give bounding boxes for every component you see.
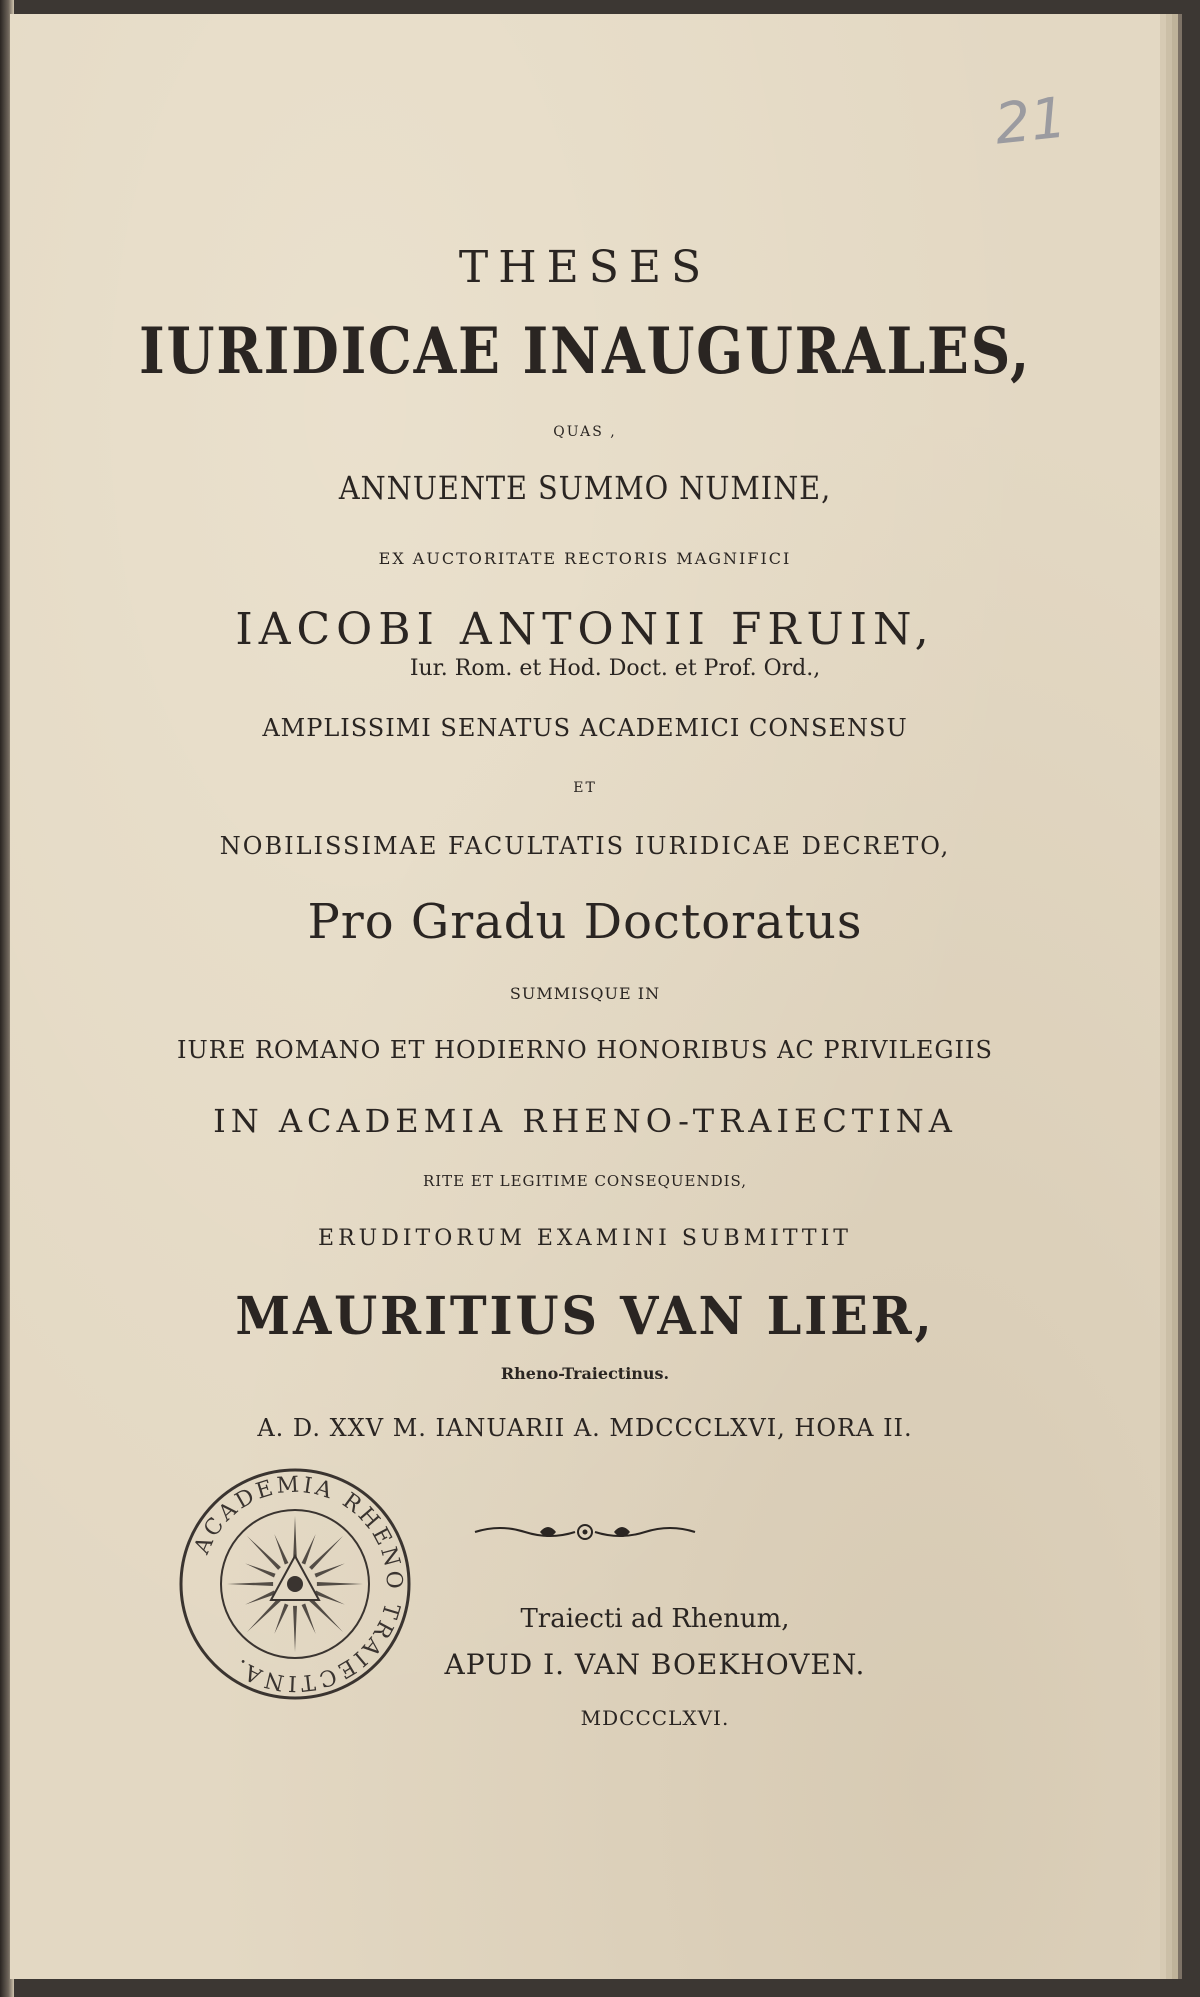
seal-sun-ray (245, 1563, 275, 1577)
seal-sun-ray (302, 1603, 316, 1633)
line-summisque: SUMMISQUE IN (509, 984, 661, 1003)
line-in-academia: IN ACADEMIA RHENO-TRAIECTINA (213, 1102, 957, 1140)
line-annuente: ANNUENTE SUMMO NUMINE, (338, 469, 832, 507)
line-rite: RITE ET LEGITIME CONSEQUENDIS, (422, 1172, 748, 1190)
seal-sun-ray (302, 1534, 316, 1564)
line-eruditorum: ERUDITORUM EXAMINI SUBMITTIT (318, 1226, 852, 1251)
author-origin: Rheno-Traiectinus. (500, 1364, 670, 1383)
line-pro-gradu: Pro Gradu Doctoratus (307, 894, 863, 950)
ornament-divider (470, 1512, 700, 1552)
seal-sun-ray (227, 1582, 273, 1586)
imprint-place: Traiecti ad Rhenum, (520, 1604, 790, 1634)
imprint-year: MDCCCLXVI. (580, 1706, 730, 1730)
line-iure-romano: IURE ROMANO ET HODIERNO HONORIBUS AC PRIVILEGIIS (177, 1036, 993, 1064)
rector-name: IACOBI ANTONII FRUIN, (235, 604, 935, 655)
seal-sun-ray (314, 1591, 344, 1605)
defense-date: A. D. XXV M. IANUARII A. MDCCCLXVI, HORA II. (257, 1414, 913, 1442)
imprint-publisher: APUD I. VAN BOEKHOVEN. (444, 1648, 866, 1681)
author-name: MAURITIUS VAN LIER, (235, 1286, 935, 1347)
seal-sun-ray (317, 1582, 363, 1586)
line-quas: QUAS , (553, 424, 617, 440)
line-nobilissimae: NOBILISSIMAE FACULTATIS IURIDICAE DECRETO, (219, 832, 951, 860)
academy-seal-stamp (175, 1464, 415, 1704)
seal-sun-ray (314, 1563, 344, 1577)
seal-sun-ray (274, 1534, 288, 1564)
rector-title: Iur. Rom. et Hod. Doct. et Prof. Ord., (409, 656, 821, 681)
seal-sun-ray (245, 1591, 275, 1605)
stamp-lettering: ACADEMIA RHENO TRAIECTINA. (189, 1472, 407, 1696)
title-iuridicae: IURIDICAE INAUGURALES, (139, 314, 1031, 389)
line-amplissimi: AMPLISSIMI SENATUS ACADEMICI CONSENSU (262, 714, 908, 742)
seal-sun-ray (293, 1606, 297, 1652)
line-ex-auctoritate: EX AUCTORITATE RECTORIS MAGNIFICI (378, 549, 792, 568)
seal-sun-ray (247, 1536, 281, 1570)
title-theses: THESES (458, 242, 712, 293)
seal-sun-ray (274, 1603, 288, 1633)
seal-sun-ray (309, 1598, 343, 1632)
line-et: ET (573, 780, 597, 796)
seal-sun-ray (309, 1536, 343, 1570)
title-page (10, 14, 1160, 1979)
seal-sun-ray (247, 1598, 281, 1632)
pencil-page-number: 21 (991, 85, 1070, 158)
